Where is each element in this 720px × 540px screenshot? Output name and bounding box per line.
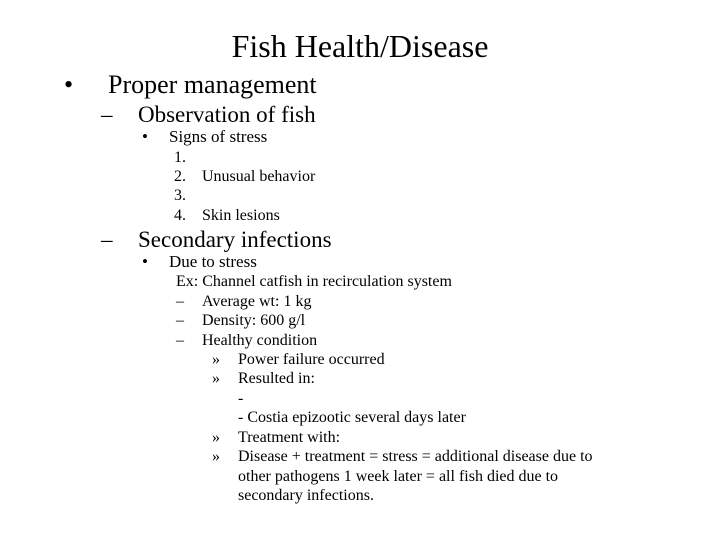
list-item-text: Unusual behavior bbox=[202, 168, 316, 185]
list-item-number: 3. bbox=[174, 187, 186, 204]
due-to-stress: Due to stress bbox=[169, 252, 257, 271]
bullet-due: • bbox=[142, 252, 148, 271]
result-line-a: - bbox=[238, 390, 244, 407]
condition-item: Average wt: 1 kg bbox=[202, 293, 312, 310]
bullet-l1: • bbox=[64, 70, 74, 99]
bullet-signs: • bbox=[142, 127, 148, 146]
dash-observation: – bbox=[101, 102, 113, 127]
condition-item: Density: 600 g/l bbox=[202, 312, 306, 329]
condition-item: Healthy condition bbox=[202, 332, 318, 349]
slide-title: Fish Health/Disease bbox=[231, 28, 489, 64]
power-failure: Power failure occurred bbox=[238, 351, 385, 368]
chevron-bullet: » bbox=[212, 448, 220, 465]
result-line-b: - Costia epizootic several days later bbox=[238, 409, 466, 426]
chevron-bullet: » bbox=[212, 370, 220, 387]
list-item-number: 2. bbox=[174, 168, 186, 185]
signs-of-stress: Signs of stress bbox=[169, 127, 268, 146]
chevron-bullet: » bbox=[212, 429, 220, 446]
disease-line: Disease + treatment = stress = additional disease due to bbox=[238, 448, 593, 465]
treatment-with: Treatment with: bbox=[238, 429, 341, 446]
dash-condition: – bbox=[176, 312, 184, 329]
chevron-bullet: » bbox=[212, 351, 220, 368]
dash-secondary: – bbox=[101, 227, 113, 252]
observation-heading: Observation of fish bbox=[138, 102, 316, 127]
disease-line: other pathogens 1 week later = all fish died due to bbox=[238, 468, 559, 485]
secondary-heading: Secondary infections bbox=[138, 227, 332, 252]
resulted-in: Resulted in: bbox=[238, 370, 315, 387]
list-item-number: 1. bbox=[174, 149, 186, 166]
example-line: Ex: Channel catfish in recirculation system bbox=[176, 273, 452, 290]
list-item-number: 4. bbox=[174, 207, 186, 224]
dash-condition: – bbox=[176, 293, 184, 310]
disease-line: secondary infections. bbox=[238, 487, 374, 504]
list-item-text: Skin lesions bbox=[202, 207, 280, 224]
dash-condition: – bbox=[176, 332, 184, 349]
proper-management-heading: Proper management bbox=[108, 70, 317, 99]
